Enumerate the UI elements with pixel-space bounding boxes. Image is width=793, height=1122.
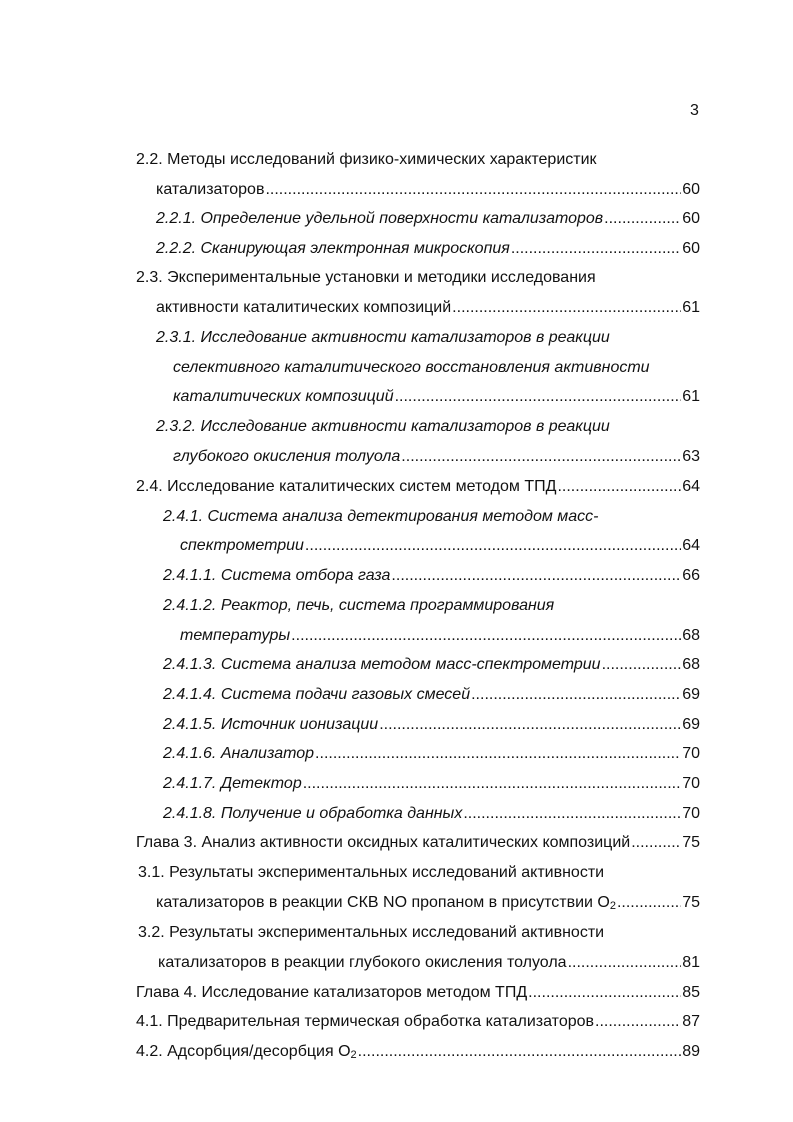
dot-leader [511, 239, 681, 259]
toc-entry-2-4-1-2 [180, 626, 700, 646]
toc-3-1-title-line1: 3.1. Результаты экспериментальных исследований активности [138, 864, 605, 881]
toc-entry-2-2-2 [156, 239, 700, 259]
page-number: 3 [690, 102, 699, 119]
toc-entry-2-4-1-8 [163, 804, 700, 824]
toc-2-2-title-line2: катализаторов [156, 181, 265, 198]
dot-leader [568, 953, 682, 973]
toc-2-3-1-page: 61 [682, 388, 700, 405]
toc-2-4-1-title-line2: спектрометрии [180, 537, 304, 554]
toc-2-4-1-4-title: 2.4.1.4. Система подачи газовых смесей [163, 686, 471, 703]
toc-2-4-1-8-page: 70 [682, 805, 700, 822]
toc-4-1-title: 4.1. Предварительная термическая обработка катализаторов [136, 1013, 595, 1030]
toc-entry-3-2 [158, 953, 700, 973]
dot-leader [617, 893, 681, 913]
dot-leader [358, 1042, 682, 1062]
toc-2-4-1-3-page: 68 [682, 656, 700, 673]
toc-2-4-1-7-title: 2.4.1.7. Детектор [163, 775, 302, 792]
toc-entry-2-3-2 [173, 447, 700, 467]
dot-leader [557, 477, 681, 497]
dot-leader [395, 387, 682, 407]
dot-leader [305, 536, 681, 556]
toc-entry-3-1 [156, 893, 700, 913]
dot-leader [595, 1012, 681, 1032]
toc-chapter-4-page: 85 [682, 984, 700, 1001]
toc-entry-2-4-1 [180, 536, 700, 556]
toc-2-4-1-2-title-line2: температуры [180, 627, 291, 644]
subscript-2: 2 [609, 900, 616, 912]
toc-entry-2-3 [156, 298, 700, 318]
toc-2-3-title-line1: 2.3. Экспериментальные установки и методики исследования [136, 269, 596, 286]
toc-3-2-page: 81 [682, 954, 700, 971]
toc-2-3-2-title-line2: глубокого окисления толуола [173, 448, 401, 465]
toc-2-2-page: 60 [682, 181, 700, 198]
toc-3-1-title-line2 [156, 893, 616, 913]
toc-2-3-1-title-line1: 2.3.1. Исследование активности катализаторов в реакции [156, 329, 610, 346]
toc-2-4-1-8-title: 2.4.1.8. Получение и обработка данных [163, 805, 463, 822]
toc-2-4-1-2-title-line1: 2.4.1.2. Реактор, печь, система программирования [163, 597, 555, 614]
dot-leader [303, 774, 681, 794]
dot-leader [602, 655, 682, 675]
toc-4-1-page: 87 [682, 1013, 700, 1030]
toc-entry-chapter-4 [136, 983, 700, 1003]
toc-2-4-1-5-title: 2.4.1.5. Источник ионизации [163, 716, 379, 733]
toc-2-3-1-title-line3: каталитических композиций [173, 388, 394, 405]
toc-entry-4-1 [136, 1012, 700, 1032]
toc-2-2-1-title: 2.2.1. Определение удельной поверхности катализаторов [156, 210, 604, 227]
toc-4-2-title-text: 4.2. Адсорбция/десорбция O [136, 1043, 351, 1060]
toc-4-2-title [136, 1042, 357, 1062]
toc-chapter-4-title: Глава 4. Исследование катализаторов методом ТПД [136, 984, 528, 1001]
toc-2-2-2-title: 2.2.2. Сканирующая электронная микроскопия [156, 240, 510, 257]
toc-2-4-1-5-page: 69 [682, 716, 700, 733]
toc-entry-2-4 [136, 477, 700, 497]
toc-2-2-1-page: 60 [682, 210, 700, 227]
toc-2-2-2-page: 60 [682, 240, 700, 257]
toc-2-4-1-title-line1: 2.4.1. Система анализа детектирования методом масс- [163, 508, 599, 525]
toc-2-3-1-title-line2: селективного каталитического восстановления активности [173, 359, 650, 376]
toc-2-3-page: 61 [682, 299, 700, 316]
dot-leader [604, 209, 681, 229]
toc-3-2-title-line1: 3.2. Результаты экспериментальных исследований активности [138, 924, 605, 941]
dot-leader [291, 626, 681, 646]
toc-entry-2-4-1-3 [163, 655, 700, 675]
toc-2-4-1-6-page: 70 [682, 745, 700, 762]
toc-entry-2-4-1-4 [163, 685, 700, 705]
dot-leader [265, 180, 681, 200]
toc-2-4-1-1-page: 66 [682, 567, 700, 584]
toc-2-3-2-page: 63 [682, 448, 700, 465]
toc-3-2-title-line2: катализаторов в реакции глубокого окисления толуола [158, 954, 567, 971]
toc-2-4-1-3-title: 2.4.1.3. Система анализа методом масс-спектрометрии [163, 656, 601, 673]
toc-2-3-2-title-line1: 2.3.2. Исследование активности катализаторов в реакции [156, 418, 610, 435]
toc-chapter-3-page: 75 [682, 834, 700, 851]
toc-entry-2-2 [156, 180, 700, 200]
dot-leader [452, 298, 681, 318]
toc-2-4-title: 2.4. Исследование каталитических систем методом ТПД [136, 478, 557, 495]
subscript-2: 2 [350, 1049, 357, 1061]
toc-3-1-page: 75 [682, 894, 700, 911]
toc-2-4-1-4-page: 69 [682, 686, 700, 703]
dot-leader [471, 685, 681, 705]
toc-entry-2-4-1-6 [163, 744, 700, 764]
dot-leader [528, 983, 681, 1003]
dot-leader [391, 566, 681, 586]
dot-leader [631, 833, 681, 853]
toc-entry-4-2 [136, 1042, 700, 1062]
dot-leader [401, 447, 681, 467]
toc-chapter-3-title: Глава 3. Анализ активности оксидных каталитических композиций [136, 834, 631, 851]
toc-2-4-1-6-title: 2.4.1.6. Анализатор [163, 745, 315, 762]
toc-2-4-1-1-title: 2.4.1.1. Система отбора газа [163, 567, 391, 584]
dot-leader [315, 744, 681, 764]
toc-entry-2-4-1-5 [163, 715, 700, 735]
toc-entry-2-4-1-7 [163, 774, 700, 794]
toc-4-2-page: 89 [682, 1043, 700, 1060]
dot-leader [379, 715, 681, 735]
toc-entry-2-3-1 [173, 387, 700, 407]
toc-2-4-1-2-page: 68 [682, 627, 700, 644]
dot-leader [463, 804, 681, 824]
toc-entry-2-2-1 [156, 209, 700, 229]
toc-2-4-page: 64 [682, 478, 700, 495]
toc-2-2-title-line1: 2.2. Методы исследований физико-химических характеристик [136, 151, 597, 168]
toc-3-1-title-line2-text: катализаторов в реакции СКВ NO пропаном в присутствии O [156, 894, 610, 911]
toc-entry-chapter-3 [136, 833, 700, 853]
toc-2-4-1-7-page: 70 [682, 775, 700, 792]
toc-2-4-1-page: 64 [682, 537, 700, 554]
toc-2-3-title-line2: активности каталитических композиций [156, 299, 452, 316]
toc-entry-2-4-1-1 [163, 566, 700, 586]
